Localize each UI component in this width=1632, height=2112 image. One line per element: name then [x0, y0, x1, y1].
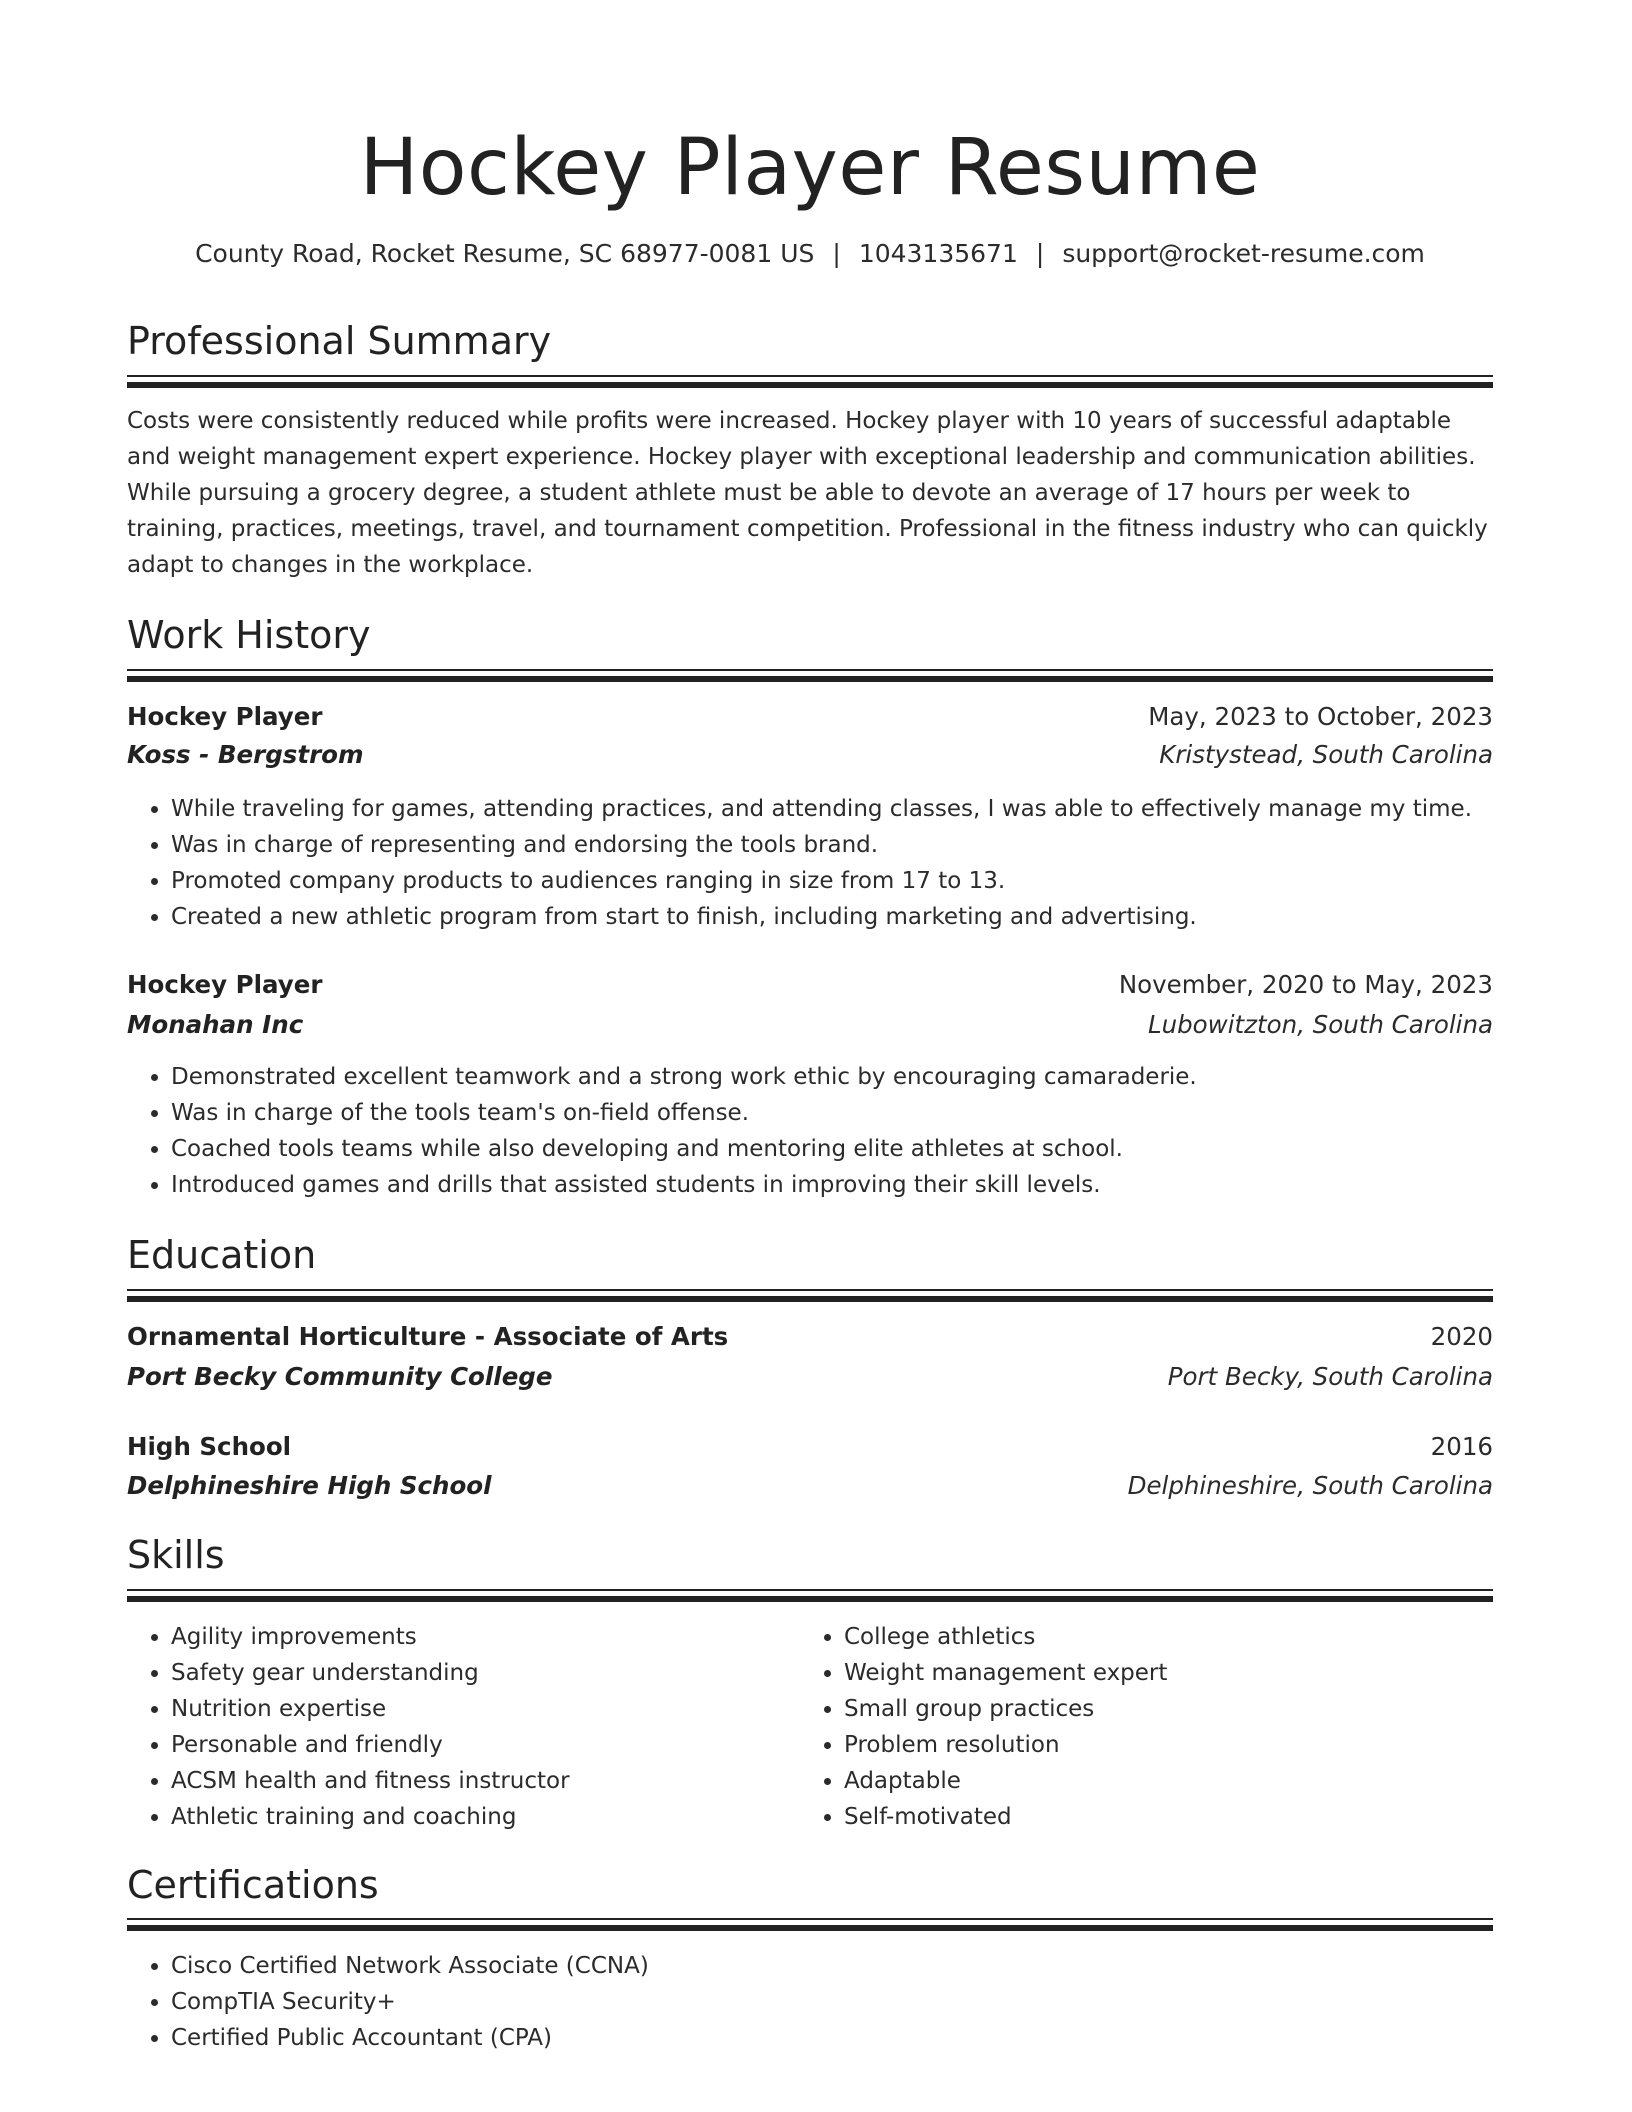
section-heading-education: Education: [127, 1233, 317, 1277]
contact-line: [127, 236, 1493, 272]
skill-item: • Small group practices: [844, 1691, 1167, 1727]
skill-item: • ACSM health and fitness instructor: [171, 1763, 570, 1799]
job-dates: May, 2023 to October, 2023: [1148, 702, 1493, 731]
section-rule: [127, 1596, 1493, 1602]
skills-list-left: [127, 1619, 570, 1835]
job-bullets: [127, 791, 1472, 935]
section-rule: [127, 1296, 1493, 1302]
education-degree: Ornamental Horticulture - Associate of Arts: [127, 1322, 729, 1351]
skill-item: • Agility improvements: [171, 1619, 570, 1655]
education-year: 2020: [1430, 1322, 1493, 1351]
section-rule: [127, 1925, 1493, 1931]
section-heading-skills: Skills: [127, 1533, 225, 1577]
certifications-list: [127, 1948, 649, 2056]
section-rule: [127, 375, 1493, 377]
skill-item: • Adaptable: [844, 1763, 1167, 1799]
job-header-row: [127, 966, 1493, 1004]
section-heading-summary: Professional Summary: [127, 319, 552, 363]
education-header-row: [127, 1428, 1493, 1466]
certification-item: • Cisco Certified Network Associate (CCNA): [171, 1948, 649, 1984]
skill-item: • Athletic training and coaching: [171, 1799, 570, 1835]
skill-item: • Personable and friendly: [171, 1727, 570, 1763]
section-rule: [127, 382, 1493, 388]
certification-item: • Certified Public Accountant (CPA): [171, 2020, 649, 2056]
education-school-row: [127, 1358, 1493, 1396]
education-school-row: [127, 1467, 1493, 1505]
education-school: Delphineshire High School: [127, 1471, 492, 1500]
resume-title: Hockey Player Resume: [359, 123, 1261, 213]
skill-item: • Weight management expert: [844, 1655, 1167, 1691]
list-item: • Created a new athletic program from start to finish, including marketing and advertising.: [171, 899, 1472, 935]
skill-item: • College athletics: [844, 1619, 1167, 1655]
contact-phone: 1043135671: [858, 239, 1018, 268]
section-rule: [127, 1289, 1493, 1291]
section-heading-work: Work History: [127, 613, 371, 657]
summary-text: Costs were consistently reduced while profits were increased. Hockey player with 10 years of successful adaptable and weight management expert experience. Hockey player with exceptional leadership and communication abilities. While pursuing a grocery degree, a student athlete must be able to devote an average of 17 hours per week to training, practices, meetings, travel, and tournament competition. Professional in the fitness industry who can quickly adapt to changes in the workplace.: [127, 408, 1488, 578]
job-company: Koss - Bergstrom: [127, 740, 364, 769]
list-item: • Was in charge of the tools team's on-field offense.: [171, 1095, 1197, 1131]
education-header-row: [127, 1318, 1493, 1356]
job-bullets: [127, 1059, 1197, 1203]
skill-item: • Nutrition expertise: [171, 1691, 570, 1727]
education-year: 2016: [1430, 1432, 1493, 1461]
contact-separator: |: [1035, 239, 1045, 268]
contact-separator: |: [832, 239, 841, 268]
job-location: Lubowitzton, South Carolina: [1147, 1010, 1493, 1039]
skill-item: • Self-motivated: [844, 1799, 1167, 1835]
job-dates: November, 2020 to May, 2023: [1118, 970, 1493, 999]
job-company-row: [127, 1006, 1493, 1044]
list-item: • Demonstrated excellent teamwork and a strong work ethic by encouraging camaraderie.: [171, 1059, 1197, 1095]
section-rule: [127, 669, 1493, 671]
list-item: • While traveling for games, attending practices, and attending classes, I was able to effectively manage my time.: [171, 791, 1472, 827]
certification-item: • CompTIA Security+: [171, 1984, 649, 2020]
contact-address: County Road, Rocket Resume, SC 68977-0081 US: [195, 239, 815, 268]
job-location: Kristystead, South Carolina: [1159, 740, 1493, 769]
section-rule: [127, 676, 1493, 682]
list-item: • Introduced games and drills that assisted students in improving their skill levels.: [171, 1167, 1197, 1203]
education-location: Delphineshire, South Carolina: [1127, 1471, 1493, 1500]
job-company: Monahan Inc: [127, 1010, 304, 1039]
job-title: Hockey Player: [127, 702, 323, 731]
job-company-row: [127, 736, 1493, 774]
skill-item: • Problem resolution: [844, 1727, 1167, 1763]
job-title: Hockey Player: [127, 970, 323, 999]
section-heading-certifications: Certifications: [127, 1863, 379, 1907]
education-degree: High School: [127, 1432, 292, 1461]
list-item: • Promoted company products to audiences ranging in size from 17 to 13.: [171, 863, 1472, 899]
list-item: • Coached tools teams while also developing and mentoring elite athletes at school.: [171, 1131, 1197, 1167]
education-school: Port Becky Community College: [127, 1362, 553, 1391]
skills-list-right: [800, 1619, 1167, 1835]
section-rule: [127, 1589, 1493, 1591]
list-item: • Was in charge of representing and endorsing the tools brand.: [171, 827, 1472, 863]
skill-item: • Safety gear understanding: [171, 1655, 570, 1691]
section-rule: [127, 1918, 1493, 1920]
contact-email: support@rocket-resume.com: [1062, 239, 1425, 268]
education-location: Port Becky, South Carolina: [1167, 1362, 1493, 1391]
job-header-row: [127, 698, 1493, 736]
